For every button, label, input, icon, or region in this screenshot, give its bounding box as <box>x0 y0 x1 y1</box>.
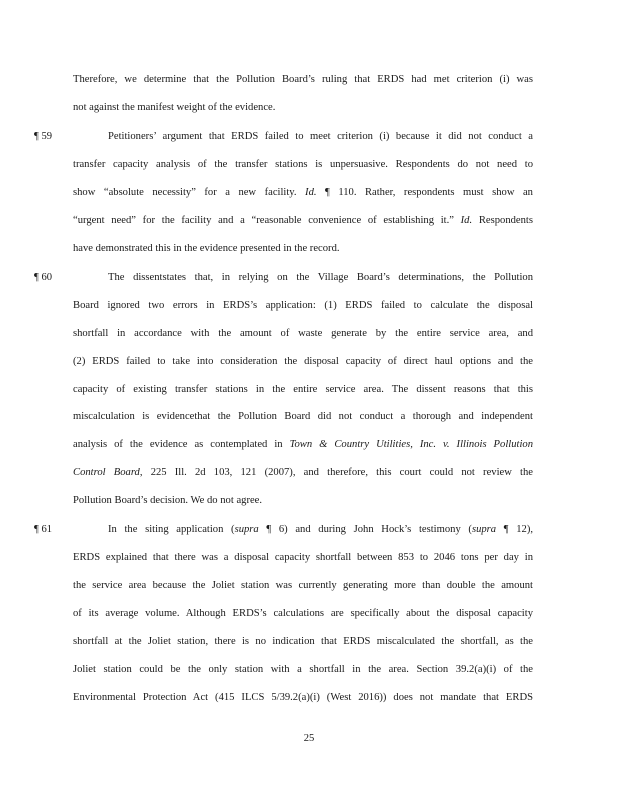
text-line: Therefore, we determine that the Pollution Board’s ruling that ERDS had met criterion (i) was <box>73 74 533 85</box>
text-line: Environmental Protection Act (415 ILCS 5/39.2(a)(i) (West 2016)) does not mandate that ERDS <box>73 692 533 703</box>
text-line: capacity of existing transfer stations in the entire service area. The dissent reasons that this <box>73 384 533 395</box>
paragraph-number: ¶ 60 <box>34 272 53 283</box>
paragraph-number: ¶ 61 <box>34 524 53 535</box>
text-line: have demonstrated this in the evidence presented in the record. <box>73 243 340 254</box>
text-line: ERDS explained that there was a disposal capacity shortfall between 853 to 2046 tons per day in <box>73 552 533 563</box>
text-line: Petitioners’ argument that ERDS failed to meet criterion (i) because it did not conduct a <box>108 131 533 142</box>
page-number: 25 <box>303 733 315 744</box>
text-line: Board ignored two errors in ERDS’s application: (1) ERDS failed to calculate the disposal <box>73 300 533 311</box>
text-line: analysis of the evidence as contemplated in Town & Country Utilities, Inc. v. Illinois Pollution <box>73 439 533 450</box>
text-line: miscalculation is evidencethat the Pollution Board did not conduct a thorough and independent <box>73 411 533 422</box>
text-line: Pollution Board’s decision. We do not agree. <box>73 495 263 506</box>
text-line: shortfall at the Joliet station, there is no indication that ERDS miscalculated the shortfall, as the <box>73 636 533 647</box>
text-line: (2) ERDS failed to take into consideration the disposal capacity of direct haul options and the <box>73 356 533 367</box>
text-line: not against the manifest weight of the evidence. <box>73 102 276 113</box>
text-line: Control Board, 225 Ill. 2d 103, 121 (2007), and therefore, this court could not review the <box>73 467 533 478</box>
text-line: show “absolute necessity” for a new facility. Id. ¶ 110. Rather, respondents must show an <box>73 187 533 198</box>
text-line: The dissentstates that, in relying on the Village Board’s determinations, the Pollution <box>108 272 533 283</box>
text-line: shortfall in accordance with the amount of waste generate by the entire service area, and <box>73 328 533 339</box>
text-line: the service area because the Joliet station was currently generating more than double the amount <box>73 580 533 591</box>
text-line: transfer capacity analysis of the transfer stations is unpersuasive. Respondents do not need to <box>73 159 533 170</box>
paragraph-number: ¶ 59 <box>34 131 53 142</box>
text-line: “urgent need” for the facility and a “reasonable convenience of establishing it.” Id. Respondents <box>73 215 533 226</box>
text-line: Joliet station could be the only station with a shortfall in the area. Section 39.2(a)(i) of the <box>73 664 533 675</box>
text-line: of its average volume. Although ERDS’s calculations are specifically about the disposal capacity <box>73 608 533 619</box>
text-line: In the siting application (supra ¶ 6) and during John Hock’s testimony (supra ¶ 12), <box>108 524 533 535</box>
